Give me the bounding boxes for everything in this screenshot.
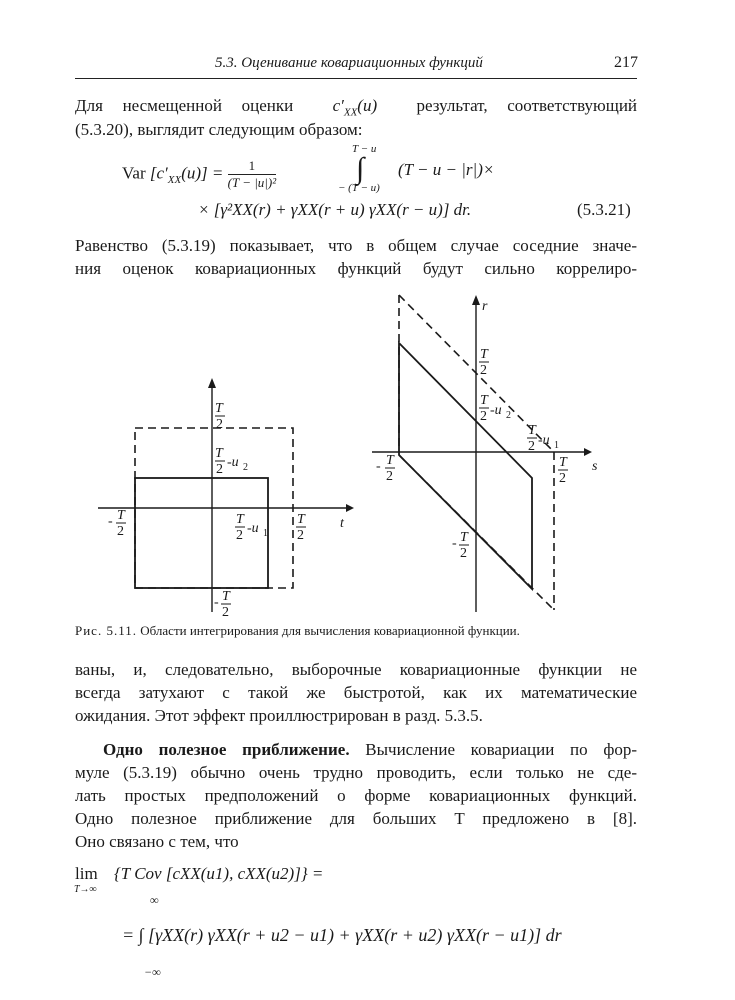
right-s-axis-arrow: [584, 448, 592, 456]
left-label-bottom-minus: -: [214, 595, 219, 610]
equation-5-3-21-line1: Var $[c'_{XX}(u)]$ = $\frac{1}{\text{(T − |u|)²}}$: [122, 158, 277, 190]
right-label-T: T: [480, 347, 488, 362]
left-label-negT-2: 2: [117, 524, 124, 539]
fraction-denominator: (T − |u|)²: [227, 175, 277, 190]
left-label-negT-T: T: [117, 508, 125, 523]
right-label-bottom-T: T: [460, 530, 468, 545]
paragraph-4-line3: лать простых предположений о форме ковариационных функций.: [75, 786, 637, 805]
left-label-u2-2: 2: [216, 462, 223, 477]
equation-number: (5.3.21): [577, 200, 631, 219]
left-label-rightT-T: T: [297, 512, 305, 527]
right-label-negT-minus: -: [376, 459, 381, 474]
right-label-rightT-2: 2: [559, 471, 566, 486]
fraction-numerator: 1: [228, 158, 276, 175]
paragraph-2-line2: ния оценок ковариационных функций будут сильно коррелиро-: [75, 259, 637, 278]
left-diagram: [98, 378, 354, 612]
left-label-u2-sub: 2: [243, 462, 248, 473]
right-label-T-2: 2: [480, 363, 487, 378]
right-axis-label-r: r: [482, 299, 488, 314]
final-integral-lower: −∞: [144, 965, 161, 979]
right-label-u1-sub: 1: [554, 440, 559, 451]
integral-upper-limit: T − u: [352, 143, 377, 155]
caption-text: Области интегрирования для вычисления ковариационной функции.: [140, 623, 520, 638]
variance-fraction: [228, 158, 276, 191]
right-label-u2-2: 2: [480, 409, 487, 424]
caption-label: Рис. 5.11.: [75, 623, 137, 638]
intro-tail: результат, соответствующий: [416, 96, 638, 115]
right-label-rightT-T: T: [559, 455, 567, 470]
final-equation-lim-sub: T→∞: [74, 884, 97, 895]
running-head: 5.3. Оценивание ковариационных функций: [215, 55, 483, 71]
right-label-u1-2: 2: [528, 439, 535, 454]
left-label-u1-sub: 1: [263, 528, 268, 539]
right-label-bottom-2: 2: [460, 546, 467, 561]
right-label-u1-T: T: [528, 423, 536, 438]
integral-sign: ∫: [356, 152, 365, 185]
figure-5-11: [0, 285, 735, 620]
page-number: 217: [614, 54, 638, 71]
left-label-bottom-T: T: [222, 589, 230, 604]
paragraph-4-line1: [75, 738, 637, 761]
paragraph-2-line1: Равенство (5.3.19) показывает, что в общем случае соседние значе-: [75, 236, 637, 255]
left-axis-label-t: t: [340, 516, 344, 531]
var-operator: Var: [122, 163, 146, 183]
figure-caption: [75, 623, 520, 639]
left-vertical-axis-arrow: [208, 378, 216, 388]
left-label-top-2: 2: [216, 417, 223, 432]
left-label-bottom-2: 2: [222, 605, 229, 620]
right-label-u2-minus: -u: [490, 403, 502, 418]
paragraph-4-line1-rest: Вычисление ковариации по фор-: [365, 740, 637, 759]
paragraph-4-line2: муле (5.3.19) обычно очень трудно проводить, если только не сде-: [75, 763, 637, 782]
right-label-u2-sub: 2: [506, 410, 511, 421]
right-label-negT-2: 2: [386, 469, 393, 484]
left-t-axis-arrow: [346, 504, 354, 512]
equation-5-3-21-integrand: (T − u − |r|)×: [398, 160, 495, 179]
paragraph-3-line3: ожидания. Этот эффект проиллюстрирован в разд. 5.3.5.: [75, 706, 483, 725]
final-integral-upper: ∞: [150, 893, 159, 907]
right-label-u1-minus: -u: [538, 433, 550, 448]
section-heading: Одно полезное приближение.: [103, 740, 350, 759]
left-label-u2-T: T: [215, 446, 223, 461]
final-equation-line2: = ∫ [γXX(r) γXX(r + u2 − u1) + γXX(r + u2) γXX(r − u1)] dr: [122, 925, 562, 945]
final-equation-line1: {T Cov [cXX(u1), cXX(u2)]} =: [114, 864, 324, 883]
right-r-axis-arrow: [472, 295, 480, 305]
left-label-u1-2: 2: [236, 528, 243, 543]
paragraph-4-line4: Одно полезное приближение для больших T предложено в [8].: [75, 809, 637, 828]
right-label-negT-T: T: [386, 453, 394, 468]
left-label-negT-minus: -: [108, 514, 113, 529]
left-label-rightT-2: 2: [297, 528, 304, 543]
left-label-top-T: T: [215, 401, 223, 416]
left-label-u1-minus: -u: [247, 521, 259, 536]
right-diagram: [372, 295, 592, 612]
final-equation-lim: lim: [75, 864, 98, 883]
header-rule: [75, 78, 637, 79]
estimator-symbol: $c'_{XX}(u)$: [312, 96, 397, 119]
paragraph-4-line5: Оно связано с тем, что: [75, 832, 239, 851]
intro-lead: Для несмещенной оценки: [75, 96, 294, 115]
paragraph-intro-line2: (5.3.20), выглядит следующим образом:: [75, 120, 363, 139]
right-axis-label-s: s: [592, 459, 598, 474]
left-label-u1-T: T: [236, 512, 244, 527]
left-label-u2-minus: -u: [227, 455, 239, 470]
paragraph-3-line1: ваны, и, следовательно, выборочные ковариационные функции не: [75, 660, 637, 679]
equation-5-3-21-line2: × [γ²XX(r) + γXX(r + u) γXX(r − u)] dr.: [198, 200, 472, 219]
right-label-bottom-minus: -: [452, 536, 457, 551]
paragraph-3-line2: всегда затухают с такой же быстротой, как их математические: [75, 683, 637, 702]
right-label-u2-T: T: [480, 393, 488, 408]
integral-lower-limit: − (T − u): [338, 182, 380, 194]
